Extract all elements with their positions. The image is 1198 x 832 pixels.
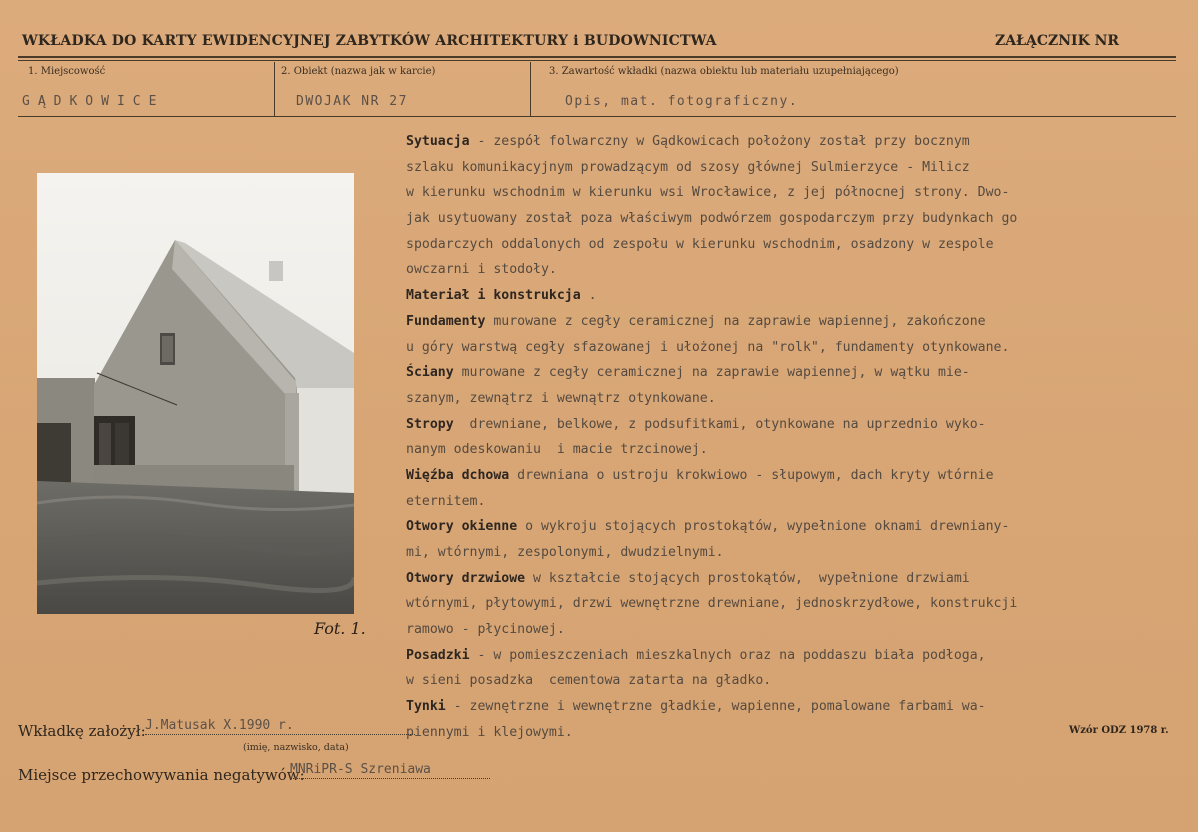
section-heading: Otwory drzwiowe <box>406 570 526 586</box>
object-value: DWOJAK NR 27 <box>296 94 408 109</box>
building-photo <box>37 173 354 614</box>
description-text-run: nanym odeskowaniu i macie trzcinowej. <box>406 442 708 458</box>
created-by-hint: (imię, nazwisko, data) <box>243 742 349 753</box>
object-label: 2. Obiekt (nazwa jak w karcie) <box>281 66 436 77</box>
description-text-run: szanym, zewnątrz i wewnątrz otynkowane. <box>406 390 716 406</box>
description-text-run: murowane z cegły ceramicznej na zaprawie wapiennej, zakończone <box>485 313 986 329</box>
field-divider <box>274 62 275 116</box>
description-line <box>406 643 1172 669</box>
description-line <box>406 591 1172 617</box>
fields-rule <box>18 116 1176 117</box>
section-heading: Więźba dchowa <box>406 467 510 483</box>
description-line <box>406 437 1172 463</box>
description-text-run: spodarczych oddalonych od zespołu w kierunku wschodnim, osadzony w zespole <box>406 236 994 252</box>
section-heading: Otwory okienne <box>406 519 518 535</box>
description-text-run: - zespół folwarczny w Gądkowicach położony został przy bocznym <box>469 134 970 149</box>
form-title: WKŁADKA DO KARTY EWIDENCYJNEJ ZABYTKÓW ARCHITEKTURY i BUDOWNICTWA <box>22 33 717 49</box>
section-heading: Materiał i konstrukcja <box>406 288 581 304</box>
description-line <box>406 283 1172 309</box>
description-line <box>406 335 1172 361</box>
description-text-run: eternitem. <box>406 493 486 509</box>
description-text-run: . <box>580 288 597 304</box>
section-heading: Tynki <box>406 699 446 715</box>
description-text-run: jak usytuowany został poza właściwym podwórzem gospodarczym przy budynkach go <box>406 211 1018 227</box>
description-text-run: o wykroju stojących prostokątów, wypełnione oknami drewniany- <box>517 519 1010 535</box>
description-text-run: mi, wtórnymi, zespolonymi, dwudzielnymi. <box>406 545 724 560</box>
form-template-label: Wzór ODZ 1978 r. <box>1069 725 1169 736</box>
photo-caption: Fot. 1. <box>314 619 366 638</box>
section-heading: Stropy <box>406 416 454 432</box>
description-text-run: wtórnymi, płytowymi, drzwi wewnętrzne drewniane, jednoskrzydłowe, konstrukcji <box>406 596 1018 612</box>
section-heading: Sytuacja <box>406 134 470 149</box>
description-line <box>406 155 1172 181</box>
description-text-run: - zewnętrzne i wewnętrzne gładkie, wapienne, pomalowane farbami wa- <box>445 699 986 715</box>
description-text-run: szlaku komunikacyjnym prowadzącym od szosy głównej Sulmierzyce - Milicz <box>406 159 970 175</box>
header-rule <box>18 56 1176 58</box>
description-text-run: w kształcie stojących prostokątów, wypełnione drzwiami <box>525 570 970 586</box>
description-line <box>406 668 1172 694</box>
description-text-run: drewniana o ustroju krokwiowo - słupowym, dach kryty wtórnie <box>509 467 994 483</box>
description-text-run: murowane z cegły ceramicznej na zaprawie wapiennej, w wątku mie- <box>453 365 970 381</box>
description-text-run: w sieni posadzka cementowa zatarta na gładko. <box>406 673 772 689</box>
description-line <box>406 206 1172 232</box>
description-text-run: - w pomieszczeniach mieszkalnych oraz na poddaszu biała podłoga, <box>469 647 986 663</box>
field-divider <box>530 62 531 116</box>
description-line <box>406 412 1172 438</box>
description-line <box>406 463 1172 489</box>
description-line <box>406 180 1172 206</box>
description-line <box>406 720 1172 746</box>
section-heading: Posadzki <box>406 647 470 663</box>
description-line <box>406 540 1172 566</box>
description-text-run: drewniane, belkowe, z podsufitkami, otynkowane na uprzednio wyko- <box>453 416 986 432</box>
description-line <box>406 360 1172 386</box>
negatives-location-label: Miejsce przechowywania negatywów: <box>18 766 305 784</box>
section-heading: Fundamenty <box>406 313 486 329</box>
description-line <box>406 129 1172 155</box>
description-text <box>406 129 1172 746</box>
description-line <box>406 257 1172 283</box>
header-rule-thin <box>18 60 1176 61</box>
description-text-run: w kierunku wschodnim w kierunku wsi Wrocławice, z jej północnej strony. Dwo- <box>406 185 1010 201</box>
description-line <box>406 309 1172 335</box>
description-text-run: owczarni i stodoły. <box>406 262 557 278</box>
locality-value: GĄDKOWICE <box>22 94 165 109</box>
negatives-location-value: MNRiPR-S Szreniawa <box>290 762 490 779</box>
description-text-run: ramowo - płycinowej. <box>406 622 565 638</box>
description-line <box>406 232 1172 258</box>
content-value: Opis, mat. fotograficzny. <box>565 94 799 109</box>
section-heading: Ściany <box>406 365 454 381</box>
created-by-value: J.Matusak X.1990 r. <box>145 718 415 735</box>
created-by-label: Wkładkę założył: <box>18 722 146 740</box>
description-line <box>406 514 1172 540</box>
description-text-run: piennymi i klejowymi. <box>406 724 573 740</box>
description-line <box>406 617 1172 643</box>
content-label: 3. Zawartość wkładki (nazwa obiektu lub materiału uzupełniającego) <box>549 66 899 77</box>
attachment-number-label: ZAŁĄCZNIK NR <box>995 33 1120 49</box>
description-line <box>406 566 1172 592</box>
locality-label: 1. Miejscowość <box>28 66 106 77</box>
description-text-run: u góry warstwą cegły sfazowanej i ułożonej na "rolk", fundamenty otynkowane. <box>406 339 1010 355</box>
description-line <box>406 489 1172 515</box>
description-line <box>406 386 1172 412</box>
description-line <box>406 694 1172 720</box>
